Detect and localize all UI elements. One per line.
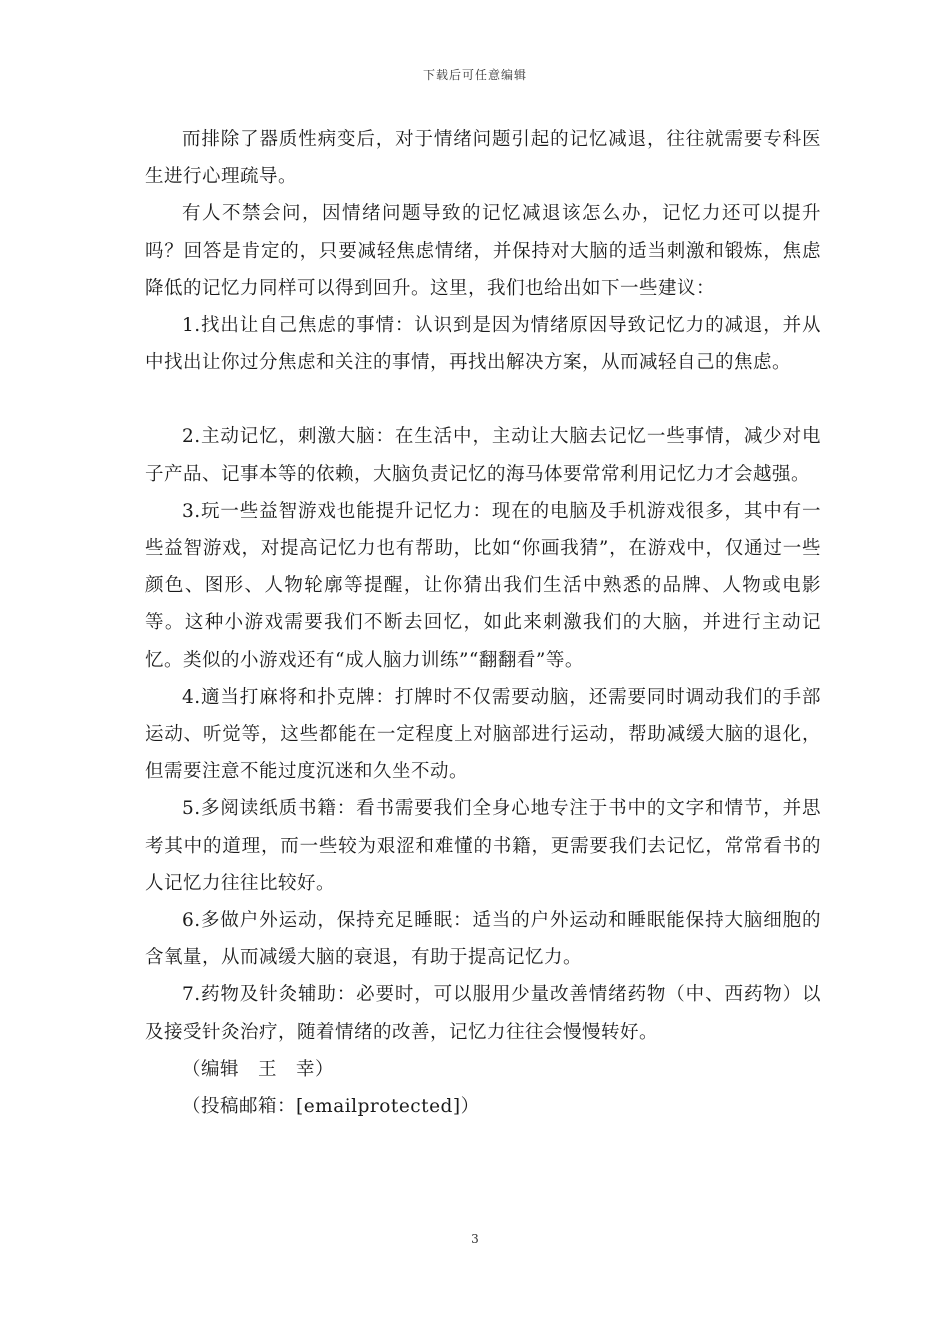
page-header: 下载后可任意编辑 <box>422 68 527 82</box>
editor-credit: （编辑 王 幸） <box>182 1058 335 1080</box>
paragraph: 5.多阅读纸质书籍：看书需要我们全身心地专注于书中的文字和情节，并思考其中的道理，而一些较为艰涩和难懂的书籍，更需要我们去记忆，常常看书的人记忆力往往比较好。 <box>145 798 821 894</box>
paragraph: 而排除了器质性病变后，对于情绪问题引起的记忆减退，往往就需要专科医生进行心理疏导。 <box>145 129 821 188</box>
paragraph: 4.適当打麻将和扑克牌：打牌时不仅需要动脑，还需要同时调动我们的手部运动、听觉等，这些都能在一定程度上对脑部进行运动，帮助减缓大脑的退化，但需要注意不能过度沉迷和久坐不动。 <box>145 686 821 783</box>
paragraph: 2.主动记忆，刺激大脑：在生活中，主动让大脑去记忆一些事情，减少对电子产品、记事本等的依赖，大脑负责记忆的海马体要常常利用记忆力才会越强。 <box>145 426 821 485</box>
submission-email: （投稿邮箱：[emailprotected]） <box>182 1096 480 1118</box>
page-number: 3 <box>471 1232 479 1246</box>
document-body <box>145 121 821 1125</box>
paragraph: 1.找出让自己焦虑的事情：认识到是因为情绪原因导致记忆力的减退，并从中找出让你过分焦虑和关注的事情，再找出解决方案，从而减轻自己的焦虑。 <box>145 315 821 374</box>
paragraph: 7.药物及针灸辅助：必要时，可以服用少量改善情绪药物（中、西药物）以及接受针灸治疗，随着情绪的改善，记忆力往往会慢慢转好。 <box>145 984 821 1043</box>
paragraph: 3.玩一些益智游戏也能提升记忆力：现在的电脑及手机游戏很多，其中有一些益智游戏，对提高记忆力也有帮助，比如“你画我猜”，在游戏中，仅通过一些颜色、图形、人物轮廓等提醒，让你猜出我们生活中熟悉的品牌、人物或电影等。这种小游戏需要我们不断去回忆，如此来刺激我们的大脑，并进行主动记忆。类似的小游戏还有“成人脑力训练”“翻翻看”等。 <box>145 500 821 671</box>
paragraph: 有人不禁会问，因情绪问题导致的记忆减退该怎么办，记忆力还可以提升吗？回答是肯定的，只要减轻焦虑情绪，并保持对大脑的适当刺激和锻炼，焦虑降低的记忆力同样可以得到回升。这里，我们也给出如下一些建议： <box>145 203 821 299</box>
paragraph-gap <box>145 381 821 418</box>
paragraph: 6.多做户外运动，保持充足睡眠：适当的户外运动和睡眠能保持大脑细胞的含氧量，从而减缓大脑的衰退，有助于提高记忆力。 <box>145 910 821 969</box>
